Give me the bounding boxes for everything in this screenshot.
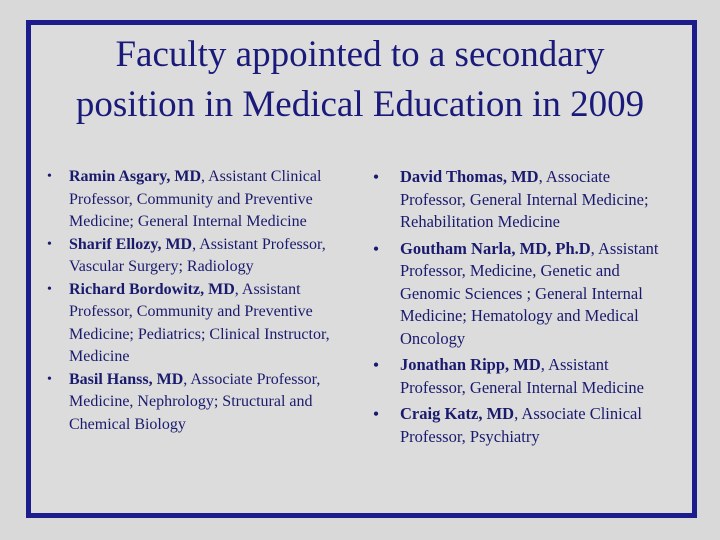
faculty-name: Goutham Narla, MD, Ph.D	[400, 238, 591, 258]
faculty-description: , Assistant Clinical Professor, Community and Preventive Medicine; General Internal Medicine	[69, 168, 322, 230]
faculty-name: Craig Katz, MD	[400, 404, 515, 423]
slide-title	[0, 30, 720, 130]
bullet-icon: •	[372, 404, 380, 424]
faculty-description: , Assistant Professor, Community and Preventive Medicine; Pediatrics; Clinical Instructor, Medicine	[69, 280, 330, 365]
bullet-icon: •	[372, 167, 380, 187]
bullet-icon: •	[47, 169, 52, 184]
faculty-description: , Assistant Professor, Vascular Surgery; Radiology	[69, 235, 326, 275]
bullet-icon: •	[372, 238, 380, 259]
list-item	[365, 354, 677, 399]
list-item	[30, 279, 350, 369]
faculty-description: , Assistant Professor, Medicine, Genetic and Genomic Sciences ; General Internal Medicine; Hematology and Medical Oncology	[400, 238, 659, 348]
faculty-name: Sharif Ellozy, MD	[69, 235, 193, 253]
title-line-1: Faculty appointed to a secondary	[115, 34, 605, 75]
list-item	[30, 234, 350, 279]
bullet-icon: •	[47, 281, 52, 297]
faculty-name: Jonathan Ripp, MD	[400, 355, 541, 374]
title-line-2: position in Medical Education in 2009	[75, 84, 645, 125]
faculty-name: Richard Bordowitz, MD	[69, 280, 235, 298]
right-faculty-list	[365, 166, 677, 452]
list-item	[365, 238, 677, 351]
faculty-name: Ramin Asgary, MD	[69, 168, 201, 185]
faculty-name: David Thomas, MD	[400, 167, 539, 186]
left-faculty-list	[30, 166, 350, 436]
faculty-description: , Assistant Professor, General Internal Medicine	[400, 355, 644, 397]
faculty-description: , Associate Professor, Medicine, Nephrology; Structural and Chemical Biology	[69, 370, 321, 433]
list-item	[30, 166, 350, 234]
faculty-description: , Associate Professor, General Internal Medicine; Rehabilitation Medicine	[400, 167, 649, 231]
bullet-icon: •	[372, 355, 380, 375]
faculty-description: , Associate Clinical Professor, Psychiatry	[400, 404, 642, 446]
list-item	[365, 166, 677, 234]
list-item	[365, 403, 677, 448]
bullet-icon: •	[47, 236, 52, 252]
list-item	[30, 369, 350, 437]
bullet-icon: •	[47, 371, 52, 387]
faculty-name: Basil Hanss, MD	[69, 370, 184, 388]
